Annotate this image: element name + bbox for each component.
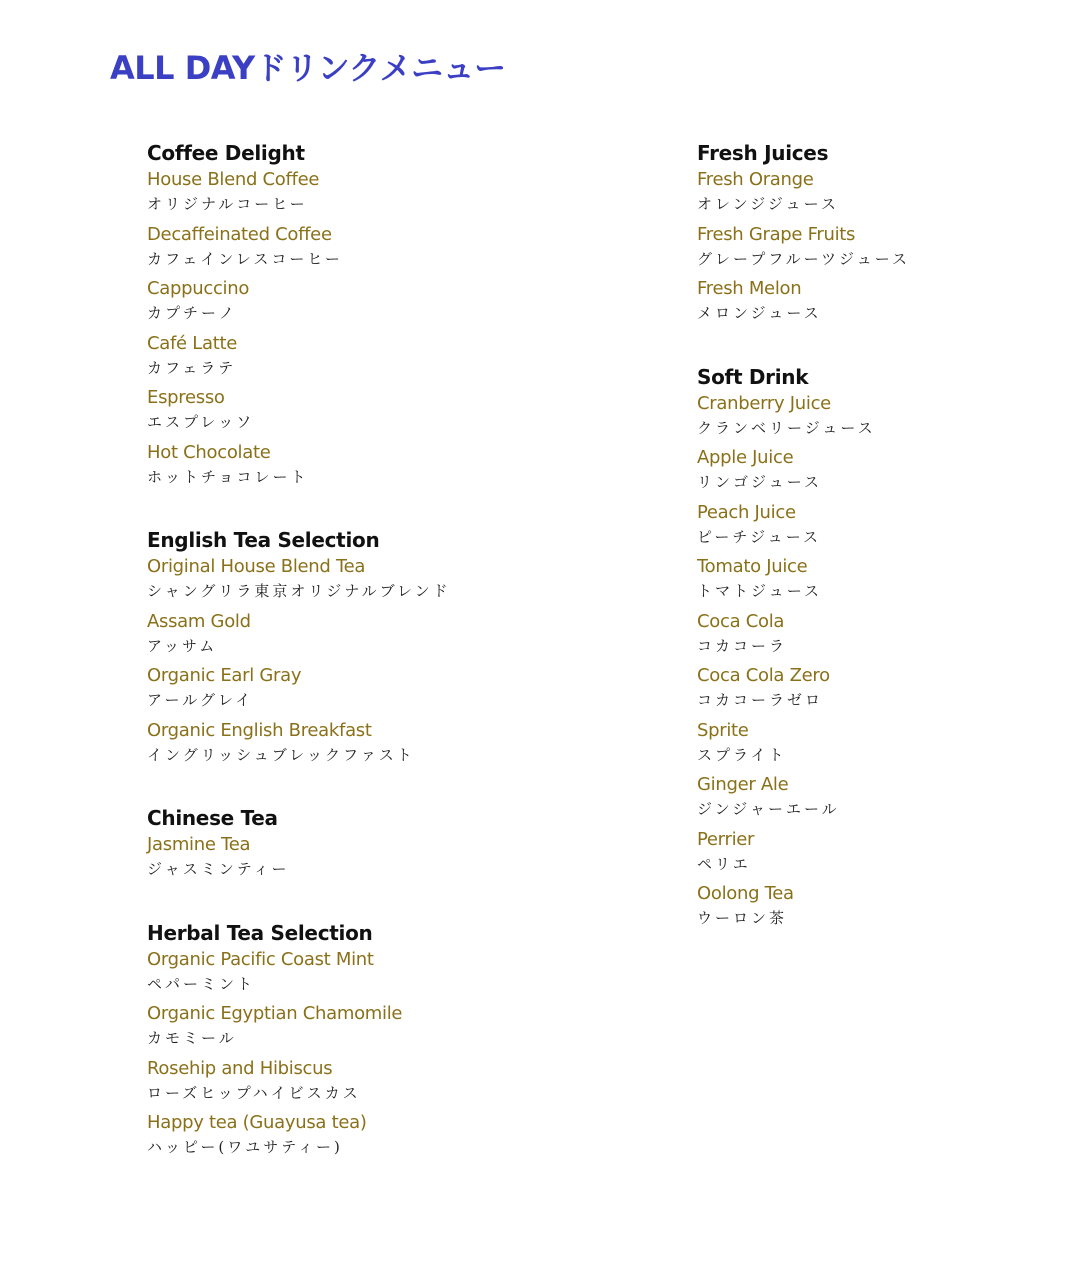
item-name-ja: ペリエ [697,854,751,873]
item-name-en: Fresh Grape Fruits [697,223,856,245]
item-name-ja: ペパーミント [147,974,256,993]
menu-item [147,1001,627,1056]
item-name-en: Fresh Melon [697,278,802,299]
menu-item [147,832,627,887]
item-name-en: Happy tea (Guayusa tea) [147,1112,367,1133]
menu-item [147,440,627,495]
menu-column-right [697,140,1057,936]
item-name-en: Original House Blend Tea [147,556,366,577]
section-title: Chinese Tea [147,806,278,830]
menu-section-english-tea [147,527,627,772]
section-title: Soft Drink [697,364,809,389]
menu-section-chinese-tea [147,805,627,887]
item-name-ja: メロンジュース [697,304,822,322]
item-name-ja: イングリッシュブレックファスト [147,745,415,764]
item-name-en: Organic Egyptian Chamomile [147,1003,403,1024]
menu-item [147,554,627,609]
menu-item [697,222,1057,277]
item-name-en: Peach Juice [697,501,796,523]
menu-item [697,391,1057,446]
item-name-en: Cranberry Juice [697,392,831,414]
item-name-en: Organic English Breakfast [147,719,372,741]
item-name-ja: オレンジジュース [697,195,839,213]
item-name-en: Oolong Tea [697,883,794,904]
item-name-ja: カフェラテ [147,358,237,377]
item-name-en: Fresh Orange [697,169,814,190]
menu-item [697,167,1057,222]
item-name-en: Rosehip and Hibiscus [147,1057,333,1079]
menu-item [697,718,1057,773]
menu-item [147,222,627,277]
item-name-ja: ウーロン茶 [697,909,788,927]
menu-section-coffee-delight [147,140,627,494]
menu-item [147,276,627,331]
item-name-ja: ローズヒップハイビスカス [147,1083,361,1102]
item-name-ja: スプライト [697,745,787,764]
menu-item [147,663,627,718]
item-name-ja: コカコーラ [697,636,788,655]
menu-item [147,1056,627,1111]
item-name-ja: ハッピー(ワユサティー) [147,1138,343,1156]
section-title: Fresh Juices [697,141,829,165]
item-name-en: Decaffeinated Coffee [147,223,332,245]
item-name-en: Jasmine Tea [147,834,251,855]
menu-item [697,554,1057,609]
item-name-en: Cappuccino [147,278,250,299]
menu-item [147,167,627,222]
item-name-ja: ピーチジュース [697,527,822,546]
item-name-en: Coca Cola [697,610,785,632]
page-title: ALL DAYドリンクメニュー [110,49,506,87]
item-name-ja: トマトジュース [697,582,822,600]
item-name-ja: リンゴジュース [697,473,822,491]
menu-item [697,827,1057,882]
menu-item [697,445,1057,500]
menu-item [697,500,1057,555]
menu-item [147,718,627,773]
item-name-ja: ホットチョコレート [147,467,309,486]
item-name-ja: カプチーノ [147,304,237,322]
item-name-ja: ジャスミンティー [147,860,290,878]
item-name-ja: アッサム [147,636,218,655]
menu-section-soft-drink [697,364,1057,936]
section-title: Herbal Tea Selection [147,920,373,945]
item-name-ja: ジンジャーエール [697,800,840,818]
item-name-ja: エスプレッソ [147,413,255,431]
item-name-en: Organic Earl Gray [147,665,302,686]
menu-item [697,772,1057,827]
item-name-en: Tomato Juice [697,556,808,577]
section-title: Coffee Delight [147,141,305,165]
item-name-en: Apple Juice [697,447,794,468]
item-name-en: Ginger Ale [697,774,789,795]
item-name-ja: シャングリラ東京オリジナルブレンド [147,582,451,600]
item-name-en: House Blend Coffee [147,169,320,190]
menu-item [147,609,627,664]
item-name-en: Espresso [147,387,225,408]
menu-item [147,385,627,440]
item-name-ja: クランベリージュース [697,418,876,437]
menu-item [147,947,627,1002]
item-name-en: Perrier [697,828,755,850]
menu-item [697,663,1057,718]
menu-item [147,1110,627,1165]
menu-item [697,276,1057,331]
item-name-ja: コカコーラゼロ [697,691,824,709]
menu-column-left [147,140,627,1165]
item-name-en: Café Latte [147,332,237,354]
section-title: English Tea Selection [147,528,380,552]
menu-item [697,609,1057,664]
item-name-en: Assam Gold [147,610,251,632]
menu-section-fresh-juices [697,140,1057,331]
item-name-ja: カモミール [147,1029,237,1047]
menu-item [147,331,627,386]
menu-section-herbal-tea [147,920,627,1165]
item-name-en: Sprite [697,719,749,741]
item-name-en: Coca Cola Zero [697,665,830,686]
item-name-en: Hot Chocolate [147,441,271,463]
menu-item [697,881,1057,936]
item-name-ja: カフェインレスコーヒー [147,249,343,268]
item-name-ja: オリジナルコーヒー [147,195,308,213]
item-name-ja: アールグレイ [147,691,254,709]
item-name-ja: グレープフルーツジュース [697,249,911,268]
item-name-en: Organic Pacific Coast Mint [147,948,374,970]
